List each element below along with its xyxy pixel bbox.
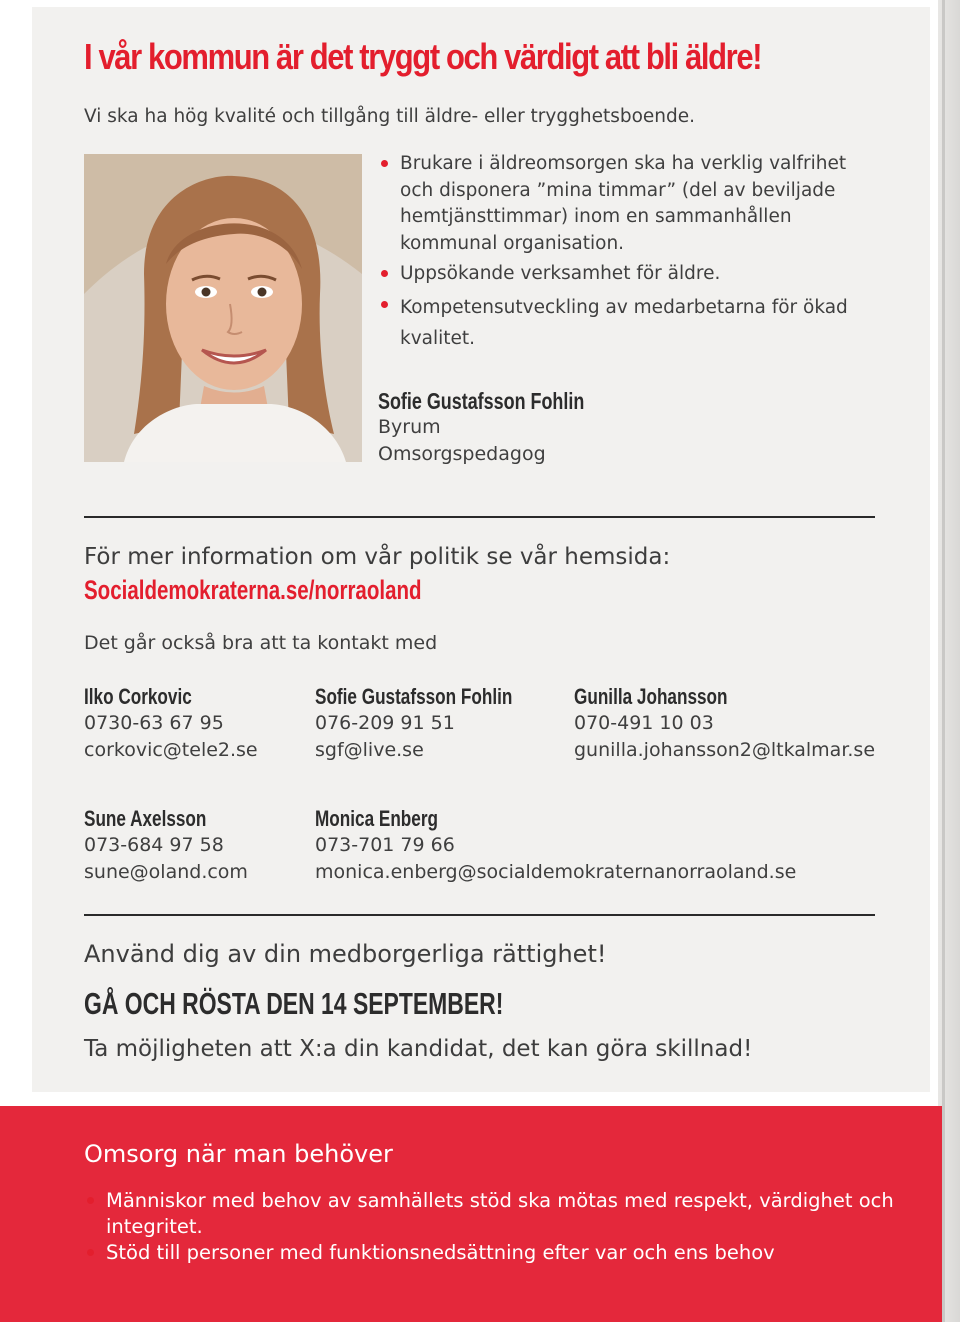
care-title: Omsorg när man behöver — [84, 1140, 393, 1168]
bullet-item: Brukare i äldreomsorgen ska ha verklig valfrihet och disponera ”mina timmar” (del av beviljade hemtjänsttimmar) inom en sammanhållen kommunal organisation. — [378, 151, 878, 257]
contact-email[interactable]: monica.enberg@socialdemokraternanorraoland.se — [315, 860, 797, 883]
contact-name: Ilko Corkovic — [84, 684, 192, 709]
bullet-item: Människor med behov av samhällets stöd ska mötas med respekt, värdighet och integritet. — [84, 1188, 904, 1240]
candidate-vote-text: Ta möjligheten att X:a din kandidat, det kan göra skillnad! — [84, 1036, 753, 1062]
contact-email[interactable]: sune@oland.com — [84, 860, 248, 883]
contact-email[interactable]: gunilla.johansson2@ltkalmar.se — [574, 738, 876, 761]
contact-card — [84, 684, 258, 763]
divider — [84, 516, 875, 518]
bullet-item: Stöd till personer med funktionsnedsättning efter var och ens behov — [84, 1240, 904, 1266]
bullet-item: Kompetensutveckling av medarbetarna för ökad kvalitet. — [378, 292, 878, 354]
subheadline: Vi ska ha hög kvalité och tillgång till äldre- eller trygghetsboende. — [84, 106, 696, 127]
contact-email[interactable]: sgf@live.se — [315, 738, 424, 761]
contact-card — [315, 806, 796, 885]
contact-name: Monica Enberg — [315, 806, 438, 831]
civic-right-text: Använd dig av din medborgerliga rättighet! — [84, 940, 607, 968]
contact-phone: 073-684 97 58 — [84, 834, 224, 856]
contact-phone: 076-209 91 51 — [315, 712, 455, 734]
more-info-text: För mer information om vår politik se vår hemsida: — [84, 544, 671, 570]
candidate-name: Sofie Gustafsson Fohlin — [378, 388, 585, 414]
candidate-occupation: Omsorgspedagog — [378, 443, 546, 465]
contact-name: Gunilla Johansson — [574, 684, 728, 709]
contact-card — [84, 806, 248, 885]
vote-call: GÅ OCH RÖSTA DEN 14 SEPTEMBER! — [84, 986, 504, 1021]
contact-phone: 070-491 10 03 — [574, 712, 714, 734]
bullet-item: Uppsökande verksamhet för äldre. — [378, 261, 878, 288]
contact-intro: Det går också bra att ta kontakt med — [84, 632, 438, 654]
contact-phone: 0730-63 67 95 — [84, 712, 224, 734]
candidate-photo — [84, 154, 362, 462]
website-link[interactable]: Socialdemokraterna.se/norraoland — [84, 575, 422, 605]
page-headline: I vår kommun är det tryggt och värdigt att bli äldre! — [84, 36, 762, 77]
contact-phone: 073-701 79 66 — [315, 834, 455, 856]
candidate-place: Byrum — [378, 416, 441, 438]
care-bullets — [84, 1188, 904, 1266]
contact-card — [315, 684, 568, 763]
contact-name: Sofie Gustafsson Fohlin — [315, 684, 513, 709]
divider — [84, 914, 875, 916]
contact-card — [574, 684, 875, 763]
elderly-care-bullets — [378, 151, 878, 358]
contact-name: Sune Axelsson — [84, 806, 207, 831]
contact-email[interactable]: corkovic@tele2.se — [84, 738, 258, 761]
